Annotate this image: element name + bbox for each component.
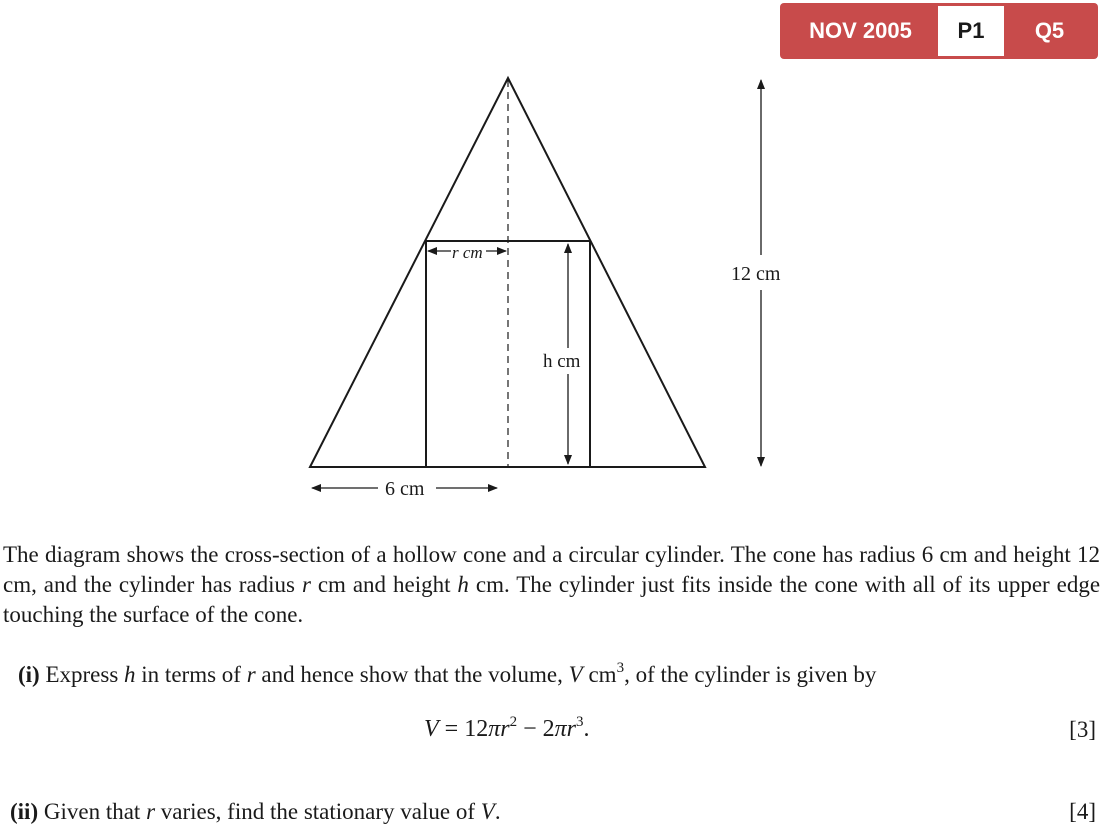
- exam-date-label: NOV 2005: [809, 18, 912, 43]
- part-i-label: (i): [18, 662, 40, 687]
- radius-label: r cm: [452, 243, 483, 262]
- cone-radius-label: 6 cm: [385, 478, 425, 500]
- part-i-marks: [3]: [1069, 717, 1096, 742]
- volume-formula: $V = 12\pi r^2 - 2\pi r^3$.: [424, 714, 590, 742]
- question-intro: The diagram shows the cross-section of a hollow cone and a circular cylinder. The cone has radius 6 cm and height 12 cm, and the cylinder has radius r cm and height h cm. The cylinder just fits inside the cone with all of its upper edge touching the surface of the cone.: [3, 542, 1100, 627]
- part-ii-label: (ii): [10, 799, 39, 824]
- paper-label: P1: [938, 6, 1004, 56]
- question-number-label: Q5: [1034, 18, 1065, 43]
- part-ii-text: (ii) Given that r varies, find the stationary value of V.: [10, 799, 501, 824]
- cylinder-height-label: h cm: [543, 351, 581, 372]
- cone-height-label: 12 cm: [731, 263, 781, 285]
- part-i-text: (i) Express h in terms of r and hence show that the volume, V $cm^3$, of the cylinder is given by: [18, 660, 877, 687]
- part-ii-marks: [4]: [1069, 799, 1096, 824]
